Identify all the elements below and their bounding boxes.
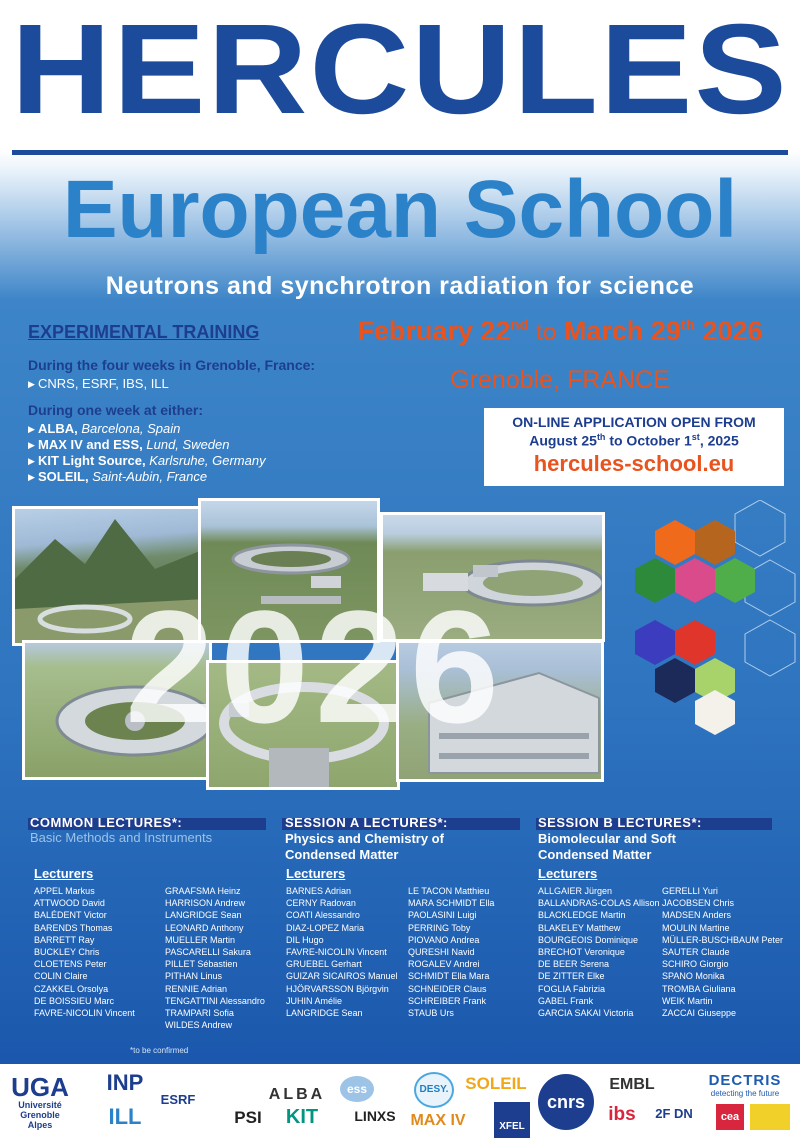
application-box	[484, 408, 784, 486]
lecturer-name: GUIZAR SICAIROS Manuel	[286, 971, 398, 982]
lecturer-name: BOURGEOIS Dominique	[538, 934, 639, 945]
lecturer-name: BLACKLEDGE Martin	[538, 910, 626, 921]
session-a-lecturers-col-1	[286, 885, 398, 1019]
lecturer-name: BARENDS Thomas	[34, 922, 113, 933]
common-lecturers-col-2	[165, 885, 265, 1031]
lecturer-name: TROMBA Giuliana	[662, 983, 736, 994]
four-weeks-item: ▶ CNRS, ESRF, IBS, ILL	[28, 376, 169, 391]
lecturer-name: COLIN Claire	[34, 971, 88, 982]
desy-logo: DESY.	[414, 1072, 454, 1108]
session-b-lecturers-label: Lecturers	[538, 866, 598, 881]
poster-title: HERCULES	[11, 0, 789, 141]
lecturer-name: TRAMPARI Sofia	[165, 1008, 234, 1019]
hex-image-4	[675, 558, 715, 603]
ill-logo: ILL	[108, 1104, 142, 1129]
application-heading: ON-LINE APPLICATION OPEN FROM	[512, 414, 756, 430]
session-a-lecturers-label: Lecturers	[286, 866, 346, 881]
lecturer-name: SCHREIBER Frank	[408, 995, 487, 1006]
triangle-right-icon: ▶	[28, 424, 35, 434]
lecturer-name: FOGLIA Fabrizia	[538, 983, 606, 994]
training-heading: EXPERIMENTAL TRAINING	[28, 322, 260, 342]
ess-logo: ess	[340, 1076, 374, 1102]
esrf-logo: ESRF	[160, 1092, 196, 1107]
lecturer-name: GERELLI Yuri	[662, 886, 718, 896]
cnrs-logo: cnrs	[538, 1074, 594, 1130]
lecturer-name: SCHMIDT Ella Mara	[408, 971, 490, 982]
psi-logo: PSI	[234, 1108, 262, 1127]
lecturer-name: CLOETENS Peter	[34, 959, 107, 970]
lecturer-name: BUCKLEY Chris	[34, 947, 100, 958]
lecturer-name: TENGATTINI Alessandro	[165, 995, 265, 1006]
lecturer-name: MÜLLER-BUSCHBAUM Peter	[662, 934, 784, 945]
hex-image-8	[655, 658, 695, 703]
lecturer-name: ALLGAIER Jürgen	[538, 886, 613, 896]
lecturer-name: ZACCAI Giuseppe	[662, 1008, 737, 1019]
school-website-link[interactable]: hercules-school.eu	[533, 450, 735, 476]
lecturer-name: CERNY Radovan	[286, 898, 356, 909]
lecturer-name: BARRETT Ray	[34, 934, 95, 945]
triangle-right-icon: ▶	[28, 472, 35, 482]
lecturer-name: GABEL Frank	[538, 995, 594, 1006]
lecturer-name: APPEL Markus	[34, 886, 95, 896]
lecturer-name: RENNIE Adrian	[165, 983, 228, 994]
lecturer-name: PASCARELLI Sakura	[165, 947, 251, 958]
lecturer-name: SCHIRO Giorgio	[662, 959, 729, 970]
title-divider	[12, 150, 788, 155]
uga-logo: UGA Université Grenoble Alpes	[11, 1072, 69, 1130]
hex-image-5	[715, 558, 755, 603]
one-week-item: ▶ SOLEIL, Saint-Aubin, France	[28, 469, 208, 484]
lecturer-name: ATTWOOD David	[34, 898, 105, 909]
lecturer-name: GRUEBEL Gerhart	[286, 959, 362, 970]
hex-image-3	[635, 558, 675, 603]
session-b-lecturers-col-2	[662, 885, 783, 1019]
lecturer-name: BALLANDRAS-COLAS Allison	[538, 898, 660, 909]
lecturer-name: GRAAFSMA Heinz	[165, 886, 241, 896]
common-lecturers-col-1	[34, 885, 135, 1019]
ibs-logo: ibs	[608, 1104, 636, 1125]
lecturer-name: HARRISON Andrew	[165, 898, 246, 909]
lecturer-name: QURESHI Navid	[408, 947, 475, 958]
lecturer-name: BALÉDENT Victor	[34, 910, 107, 921]
lecturer-name: MARA SCHMIDT Ella	[408, 898, 495, 909]
session-a-subtitle-1: Physics and Chemistry of	[285, 831, 444, 846]
triangle-right-icon: ▶	[28, 440, 35, 450]
lecturer-name: SPANO Monika	[662, 971, 725, 982]
maxiv-logo: MAX IV	[410, 1112, 466, 1129]
poster-subtitle: European School	[62, 164, 738, 255]
lecturer-name: DE BEER Serena	[538, 959, 610, 970]
hex-image-2	[695, 520, 735, 565]
lecturer-name: DIL Hugo	[286, 934, 324, 945]
collage-year: 2026	[125, 577, 505, 756]
lecturer-name: HJÖRVARSSON Björgvin	[286, 983, 389, 994]
session-b-subtitle-2: Condensed Matter	[538, 847, 652, 862]
kit-logo: KIT	[285, 1106, 319, 1128]
one-week-item: ▶ KIT Light Source, Karlsruhe, Germany	[28, 453, 266, 468]
tagline: Neutrons and synchrotron radiation for science	[105, 272, 695, 300]
hex-image-1	[655, 520, 695, 565]
session-b-title: SESSION B LECTURES*:	[538, 815, 702, 830]
lecturer-name: STAUB Urs	[408, 1008, 454, 1019]
soleil-logo: SOLEIL	[465, 1074, 527, 1093]
experimental-training	[28, 322, 358, 485]
lecturer-name: GARCIA SAKAI Victoria	[538, 1008, 634, 1019]
lecturer-name: PIOVANO Andrea	[408, 934, 480, 945]
lecturer-name: SAUTER Claude	[662, 947, 730, 958]
lecturer-name: WILDES Andrew	[165, 1020, 233, 1031]
lecturer-name: PAOLASINI Luigi	[408, 910, 477, 921]
four-weeks-label: During the four weeks in Grenoble, France:	[28, 357, 316, 373]
one-week-item: ▶ MAX IV and ESS, Lund, Sweden	[28, 437, 230, 452]
lecturer-name: PITHAN Linus	[165, 971, 223, 982]
lecturer-name: LE TACON Matthieu	[408, 886, 490, 896]
lecturer-name: PERRING Toby	[408, 922, 471, 933]
lecturer-name: CZAKKEL Orsolya	[34, 983, 109, 994]
lecturer-name: LANGRIDGE Sean	[286, 1008, 363, 1019]
dectris-logo: DECTRIS detecting the future	[708, 1072, 782, 1098]
grenoble-metropole-logo	[750, 1104, 790, 1130]
session-b-lecturers-col-1	[538, 885, 660, 1019]
lecturer-name: DE ZITTER Elke	[538, 971, 605, 982]
lecturer-name: MADSEN Anders	[662, 910, 732, 921]
2fdn-logo: 2F DN	[655, 1106, 693, 1121]
lecturer-name: DIAZ-LOPEZ Maria	[286, 922, 365, 933]
session-a-lecturers-col-2	[408, 885, 494, 1019]
embl-logo: EMBL	[609, 1076, 655, 1093]
european-xfel-logo: XFEL	[494, 1102, 530, 1138]
lecturer-name: FAVRE-NICOLIN Vincent	[286, 947, 387, 958]
lecturer-name: DE BOISSIEU Marc	[34, 995, 115, 1006]
cea-logo: cea	[716, 1104, 744, 1130]
common-lectures-title: COMMON LECTURES*:	[30, 815, 183, 830]
hex-image-10	[695, 690, 735, 735]
triangle-right-icon: ▶	[28, 379, 35, 389]
session-a-title: SESSION A LECTURES*:	[285, 815, 448, 830]
grenoble-inp-logo: INP	[106, 1070, 144, 1095]
lecturer-name: BARNES Adrian	[286, 886, 352, 896]
session-b-subtitle-1: Biomolecular and Soft	[538, 831, 676, 846]
triangle-right-icon: ▶	[28, 456, 35, 466]
hexagon-science-graphics	[610, 500, 800, 760]
one-week-label: During one week at either:	[28, 402, 204, 418]
lecturer-name: JUHIN Amélie	[286, 995, 343, 1006]
session-a-subtitle-2: Condensed Matter	[285, 847, 399, 862]
lecturer-name: COATI Alessandro	[286, 910, 360, 921]
hex-image-6	[635, 620, 675, 665]
lecturer-name: PILLET Sébastien	[165, 959, 238, 970]
school-location: Grenoble, FRANCE	[450, 366, 670, 394]
lecturer-name: LEONARD Anthony	[165, 922, 244, 933]
lecturer-name: MOULIN Martine	[662, 922, 730, 933]
footnote: *to be confirmed	[130, 1046, 189, 1055]
one-week-item: ▶ ALBA, Barcelona, Spain	[28, 421, 181, 436]
lecturer-name: ROGALEV Andrei	[408, 959, 480, 970]
linxs-logo: LINXS	[354, 1108, 396, 1124]
common-lectures-subtitle: Basic Methods and Instruments	[30, 830, 213, 845]
lecturer-name: BLAKELEY Matthew	[538, 922, 621, 933]
hex-image-7	[675, 620, 715, 665]
lecturer-name: LANGRIDGE Sean	[165, 910, 242, 921]
lecturer-name: BRECHOT Veronique	[538, 947, 625, 958]
lecturer-name: WEIK Martin	[662, 995, 713, 1006]
partner-logos	[0, 1064, 800, 1142]
lecturer-name: FAVRE-NICOLIN Vincent	[34, 1008, 135, 1019]
common-lecturers-label: Lecturers	[34, 866, 94, 881]
application-period: August 25th to October 1st, 2025	[529, 432, 739, 449]
lecturer-name: MUELLER Martin	[165, 934, 236, 945]
alba-logo: ALBA	[268, 1086, 326, 1103]
lecturer-name: JACOBSEN Chris	[662, 898, 735, 909]
school-dates: February 22nd to March 29th 2026	[357, 316, 763, 346]
lecturer-name: SCHNEIDER Claus	[408, 983, 487, 994]
